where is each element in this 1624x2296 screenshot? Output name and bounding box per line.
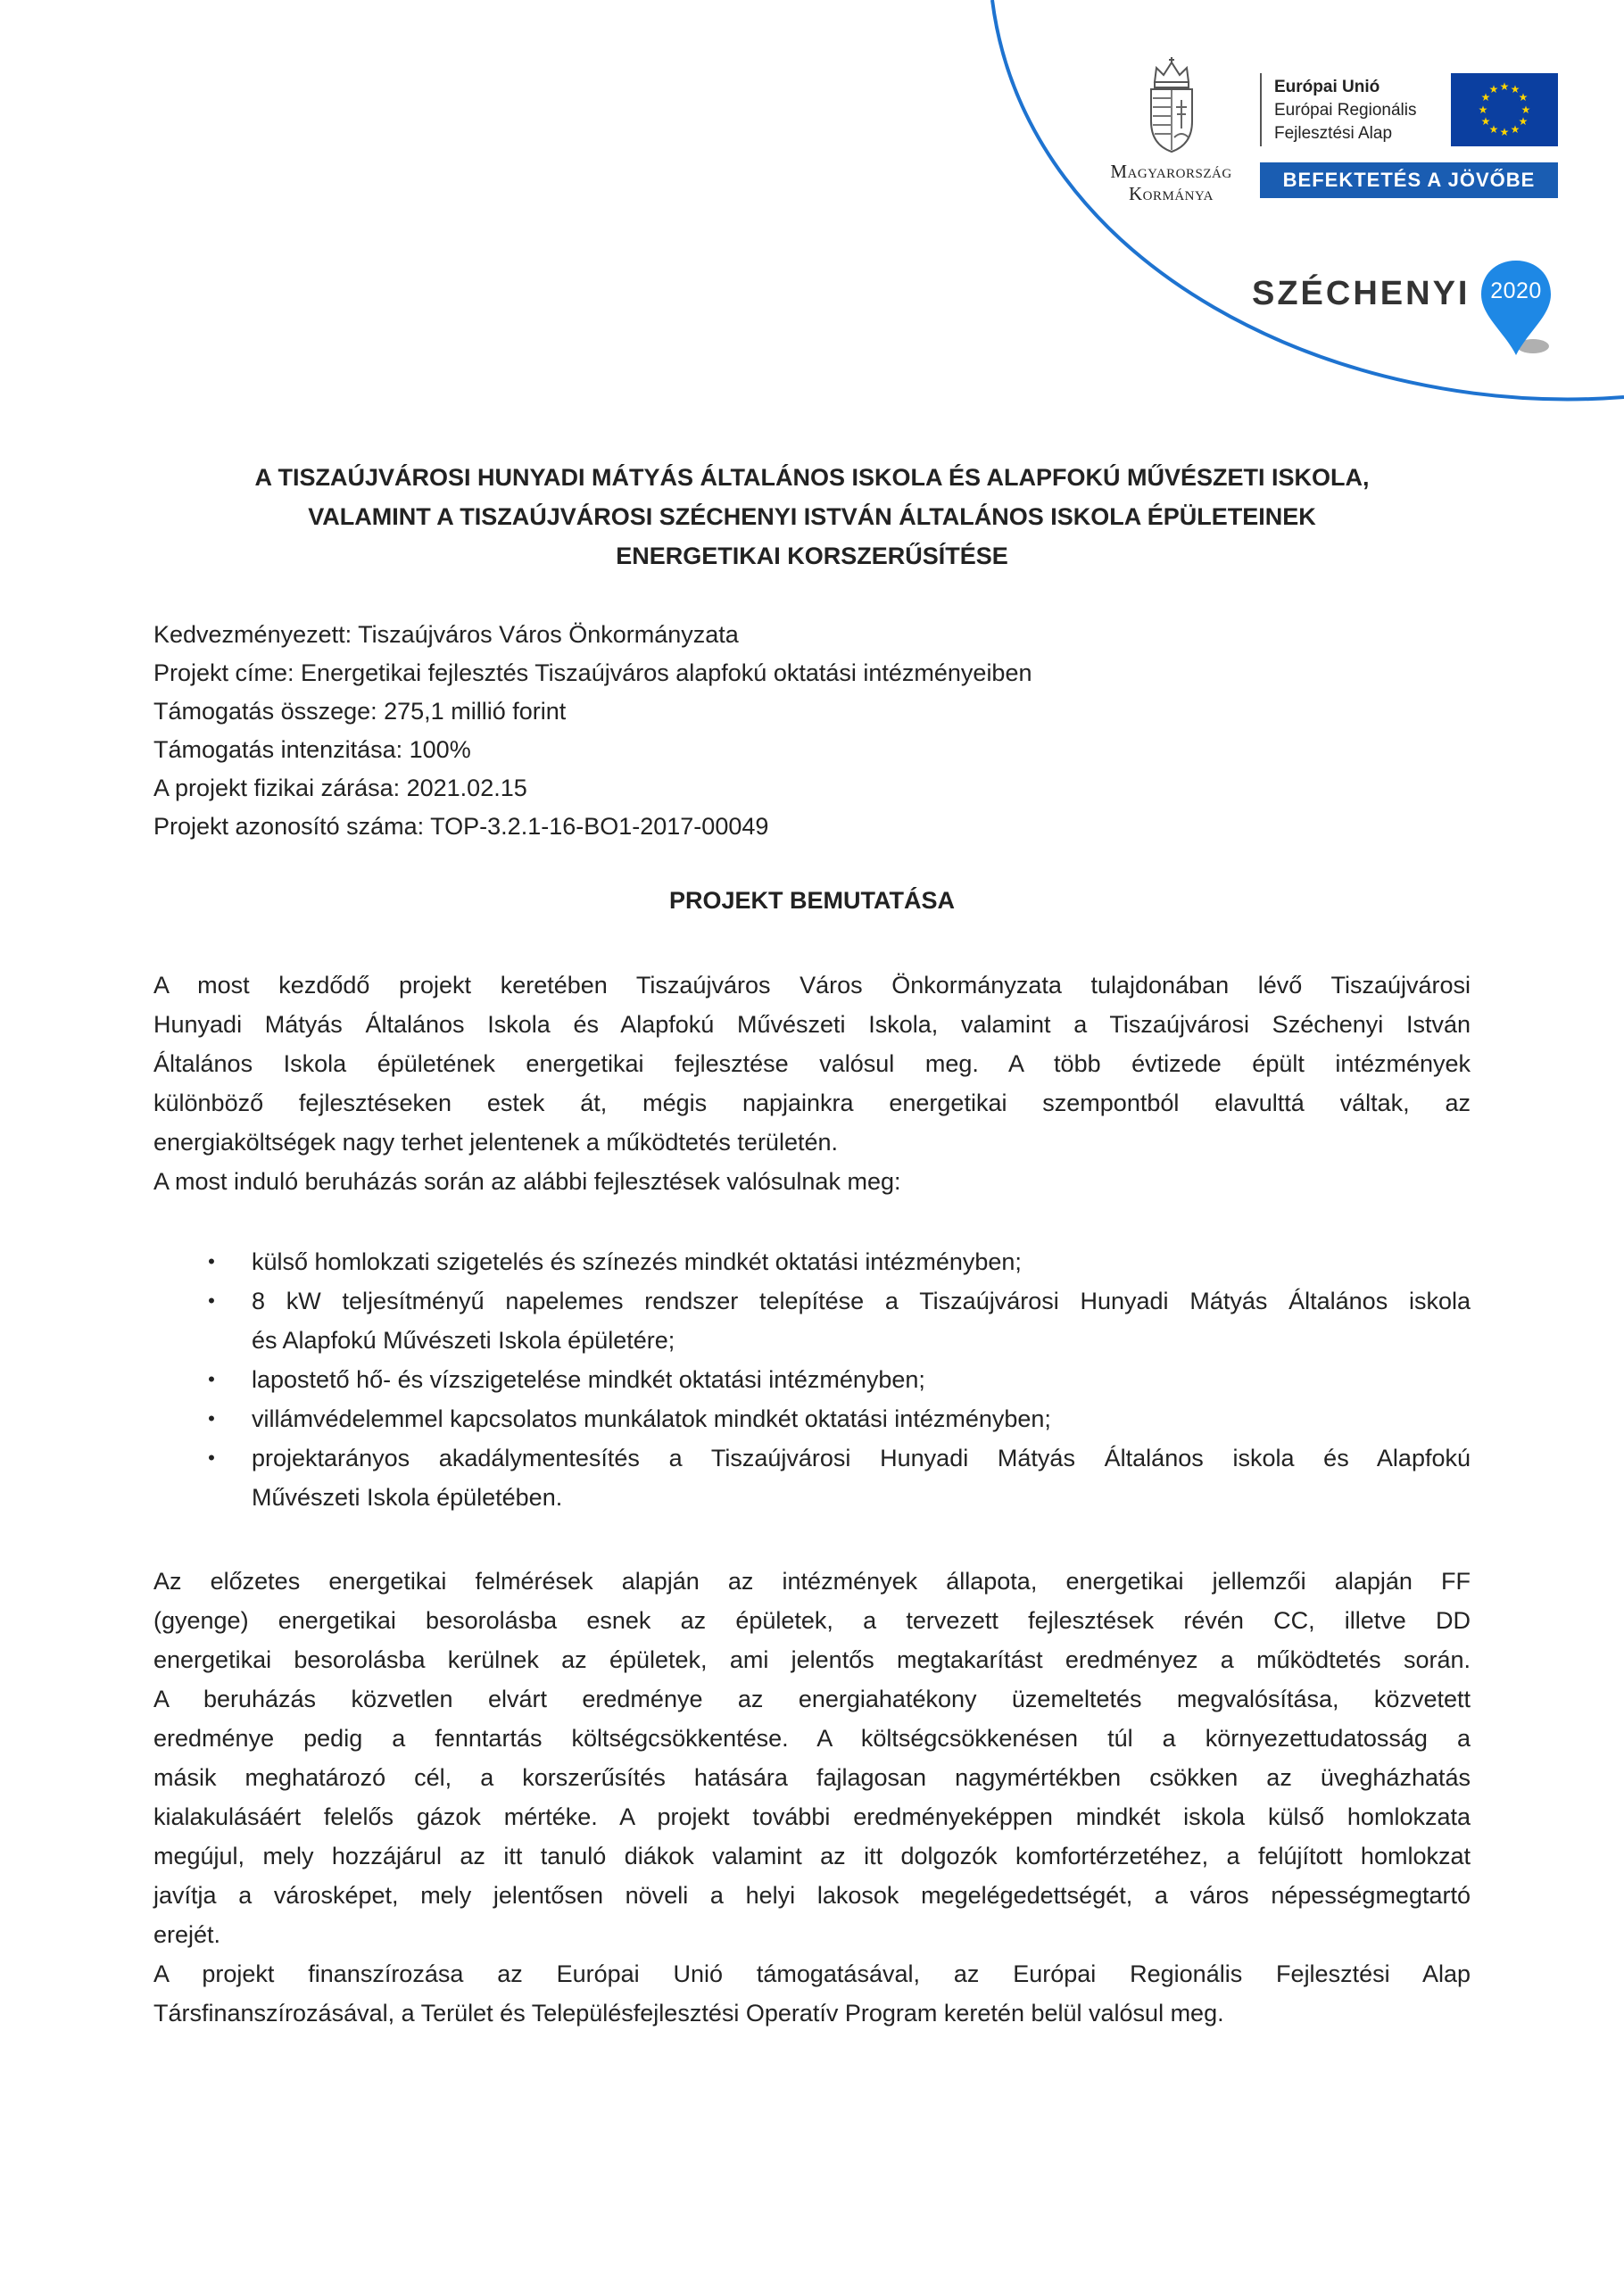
paragraph-line: Általános Iskola épületének energetikai fejlesztése valósul meg. A több évtizede épült intézmények: [153, 1050, 1471, 1077]
svg-text:★: ★: [1520, 104, 1531, 116]
physical-completion: A projekt fizikai zárása: 2021.02.15: [153, 775, 527, 801]
svg-text:★: ★: [1478, 104, 1488, 116]
paragraph-line: Hunyadi Mátyás Általános Iskola és Alapfokú Művészeti Iskola, valamint a Tiszaújvárosi Széchenyi István: [153, 1011, 1471, 1038]
paragraph-line: A beruházás közvetlen elvárt eredménye az energiahatékony üzemeltetés megvalósítása, közvetett: [153, 1686, 1471, 1712]
eu-banner: BEFEKTETÉS A JÖVŐBE: [1260, 162, 1558, 198]
svg-text:★: ★: [1499, 126, 1510, 138]
list-item-text: villámvédelemmel kapcsolatos munkálatok mindkét oktatási intézményben;: [252, 1405, 1051, 1432]
intro-paragraph: [153, 966, 1471, 1201]
beneficiary: Kedvezményezett: Tiszaújváros Város Önkormányzata: [153, 621, 739, 648]
list-item-text: 8 kW teljesítményű napelemes rendszer telepítése a Tiszaújvárosi Hunyadi Mátyás Általános iskola: [252, 1288, 1471, 1314]
section-title: PROJEKT BEMUTATÁSA: [668, 887, 955, 914]
closing-paragraph: [153, 1562, 1471, 2033]
list-item: [153, 1399, 1471, 1438]
paragraph-line: energetikai besorolásba kerülnek az épületek, ami jelentős megtakarítást eredményez a működtetés során.: [153, 1646, 1471, 1673]
svg-text:★: ★: [1518, 115, 1529, 128]
eu-flag-icon: [1451, 73, 1558, 146]
bullet-icon: •: [208, 1289, 215, 1312]
svg-text:★: ★: [1488, 83, 1499, 95]
list-item-text: és Alapfokú Művészeti Iskola épületére;: [252, 1327, 675, 1354]
svg-text:★: ★: [1488, 123, 1499, 136]
svg-text:★: ★: [1480, 115, 1491, 128]
hungarian-government-logo: [1093, 55, 1249, 205]
paragraph-line: energiaköltségek nagy terhet jelentenek a működtetés területén.: [153, 1129, 838, 1156]
list-item: [153, 1242, 1471, 1281]
list-item: [153, 1360, 1471, 1399]
header-arc-decoration: [0, 0, 1624, 446]
title-line: ENERGETIKAI KORSZERŰSÍTÉSE: [616, 543, 1008, 569]
eu-fund-line1: Európai Regionális: [1274, 101, 1417, 120]
bullet-icon: •: [208, 1407, 215, 1430]
grant-amount: Támogatás összege: 275,1 millió forint: [153, 698, 567, 725]
paragraph-line: különböző fejlesztéseken estek át, mégis napjainkra energetikai szempontból elavulttá váltak, az: [153, 1090, 1471, 1116]
svg-text:★: ★: [1510, 83, 1520, 95]
list-item-text: lapostető hő- és vízszigetelése mindkét oktatási intézményben;: [252, 1366, 925, 1393]
document-title: [153, 458, 1471, 576]
list-item: [153, 1438, 1471, 1517]
paragraph-line: erejét.: [153, 1921, 221, 1948]
title-line: A TISZAÚJVÁROSI HUNYADI MÁTYÁS ÁLTALÁNOS ISKOLA ÉS ALAPFOKÚ MŰVÉSZETI ISKOLA,: [254, 464, 1370, 491]
svg-text:★: ★: [1510, 123, 1520, 136]
bullet-icon: •: [208, 1446, 215, 1469]
coat-of-arms-icon: [1144, 55, 1199, 155]
svg-text:★: ★: [1480, 91, 1491, 104]
eu-stars-icon: [1451, 73, 1558, 146]
paragraph-line: A most kezdődő projekt keretében Tiszaújváros Város Önkormányzata tulajdonában lévő Tiszaújvárosi: [153, 972, 1471, 999]
list-item: [153, 1281, 1471, 1360]
paragraph-line: eredménye pedig a fenntartás költségcsökkentése. A költségcsökkenésen túl a környezettudatosság a: [153, 1725, 1471, 1752]
paragraph-line: Az előzetes energetikai felmérések alapján az intézmények állapota, energetikai jellemzői alapján FF: [153, 1568, 1471, 1595]
list-item-text: Művészeti Iskola épületében.: [252, 1484, 563, 1511]
paragraph-line: megújul, mely hozzájárul az itt tanuló diákok valamint az itt dolgozók komfortérzetéhez, a felújított homlokzat: [153, 1843, 1471, 1869]
paragraph-line: (gyenge) energetikai besorolásba esnek az épületek, a tervezett fejlesztések révén CC, illetve DD: [153, 1607, 1471, 1634]
project-details: [153, 616, 1032, 846]
paragraph-line: A most induló beruházás során az alábbi fejlesztések valósulnak meg:: [153, 1168, 901, 1195]
bullet-icon: •: [208, 1250, 215, 1272]
development-list: [153, 1242, 1471, 1517]
paragraph-line: javítja a városképet, mely jelentősen növeli a helyi lakosok megelégedettségét, a város népességmegtartó: [153, 1882, 1471, 1909]
paragraph-line: kialakulásáért felelős gázok mértéke. A projekt további eredményeképpen mindkét iskola külső homlokzata: [153, 1803, 1471, 1830]
bullet-icon: •: [208, 1368, 215, 1390]
list-item-text: projektarányos akadálymentesítés a Tiszaújvárosi Hunyadi Mátyás Általános iskola és Alapfokú: [252, 1445, 1471, 1471]
szechenyi-year: 2020: [1490, 278, 1542, 303]
title-line: VALAMINT A TISZAÚJVÁROSI SZÉCHENYI ISTVÁN ÁLTALÁNOS ISKOLA ÉPÜLETEINEK: [308, 503, 1316, 530]
government-name-line1: Magyarország: [1110, 161, 1232, 182]
paragraph-line: A projekt finanszírozása az Európai Unió támogatásával, az Európai Regionális Fejlesztési Alap: [153, 1960, 1471, 1987]
eu-divider: [1260, 73, 1262, 146]
project-title: Projekt címe: Energetikai fejlesztés Tiszaújváros alapfokú oktatási intézményeiben: [153, 659, 1032, 686]
svg-text:★: ★: [1499, 80, 1510, 93]
eu-name: Európai Unió: [1274, 78, 1380, 96]
location-pin-icon: [1478, 257, 1558, 360]
szechenyi-wordmark: SZÉCHENYI: [1252, 275, 1471, 312]
paragraph-line: másik meghatározó cél, a korszerűsítés hatására fajlagosan nagymértékben csökken az üvegházhatás: [153, 1764, 1471, 1791]
eu-fund-line2: Fejlesztési Alap: [1274, 124, 1393, 143]
project-id: Projekt azonosító száma: TOP-3.2.1-16-BO1-2017-00049: [153, 813, 769, 840]
government-name-line2: Kormánya: [1128, 183, 1214, 204]
grant-intensity: Támogatás intenzitása: 100%: [153, 736, 471, 763]
list-item-text: külső homlokzati szigetelés és színezés mindkét oktatási intézményben;: [252, 1248, 1022, 1275]
paragraph-line: Társfinanszírozásával, a Terület és Településfejlesztési Operatív Program keretén belül valósul meg.: [153, 2000, 1224, 2027]
svg-text:★: ★: [1518, 91, 1529, 104]
